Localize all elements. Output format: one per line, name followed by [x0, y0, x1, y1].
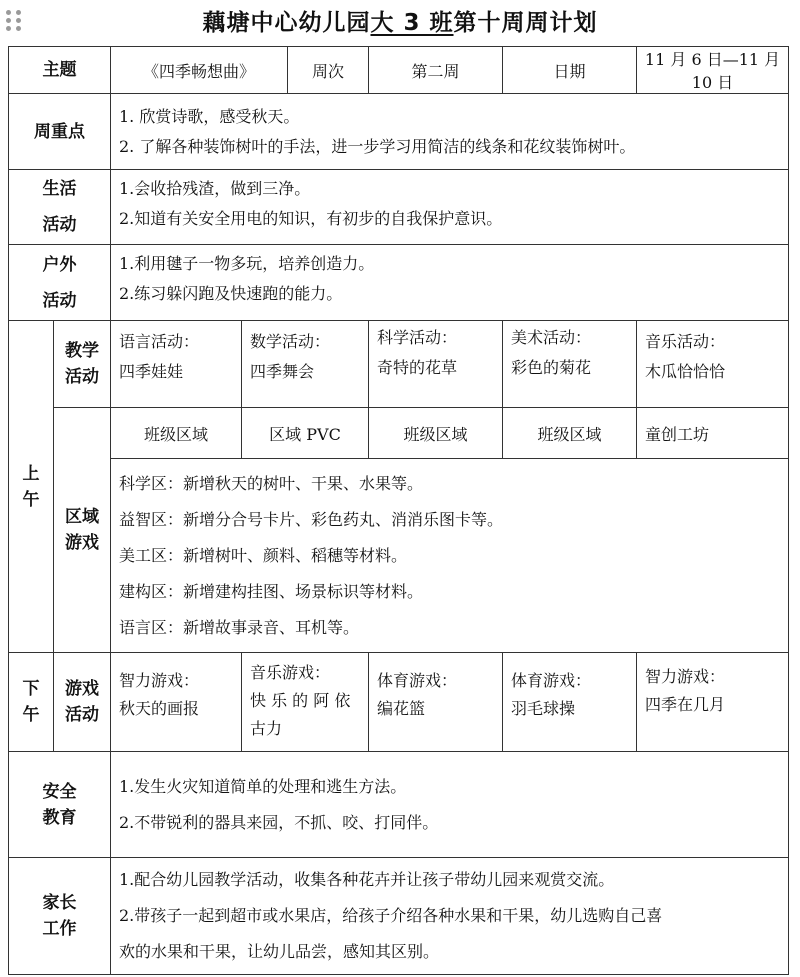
game-cell: 智力游戏： 四季在几月 — [637, 653, 789, 752]
zone-cell: 童创工坊 — [637, 408, 789, 459]
date-value: 11 月 6 日—11 月 10 日 — [637, 47, 789, 94]
list-item: 科学区：新增秋天的树叶、干果、水果等。 — [119, 473, 424, 493]
outdoor-label: 户外 活动 — [9, 245, 111, 321]
header-row — [9, 47, 789, 94]
parents-label: 家长 工作 — [9, 858, 111, 975]
list-item: 美工区：新增树叶、颜料、稻穗等材料。 — [119, 545, 408, 565]
list-item: 1.配合幼儿园教学活动，收集各种花卉并让孩子带幼儿园来观赏交流。 — [119, 870, 615, 889]
theme-value: 《四季畅想曲》 — [111, 47, 288, 94]
list-item: 2.知道有关安全用电的知识，有初步的自我保护意识。 — [119, 209, 503, 228]
week-value: 第二周 — [369, 47, 503, 94]
teaching-cell: 数学活动： 四季舞会 — [242, 321, 369, 408]
teaching-cell: 美术活动： 彩色的菊花 — [503, 321, 637, 408]
zone-cell: 班级区域 — [369, 408, 503, 459]
list-item: 语言区：新增故事录音、耳机等。 — [119, 617, 360, 637]
zone-cell: 班级区域 — [111, 408, 242, 459]
life-list — [111, 170, 789, 245]
list-item: 1.会收拾残渣，做到三净。 — [119, 179, 311, 198]
area-row — [9, 459, 789, 653]
focus-label: 周重点 — [9, 94, 111, 170]
safety-row — [9, 752, 789, 858]
page-title: 藕塘中心幼儿园大 3 班第十周周计划 — [202, 10, 598, 36]
teaching-cell: 科学活动： 奇特的花草 — [369, 321, 503, 408]
teaching-row — [9, 321, 789, 408]
weekly-plan-table — [8, 46, 789, 975]
zone-cell: 区域 PVC — [242, 408, 369, 459]
list-item: 建构区：新增建构挂图、场景标识等材料。 — [119, 581, 424, 601]
list-item: 2. 了解各种装饰树叶的手法，进一步学习用简洁的线条和花纹装饰树叶。 — [119, 136, 636, 156]
teaching-cell: 音乐活动： 木瓜恰恰恰 — [637, 321, 789, 408]
afternoon-label: 下 午 — [9, 653, 54, 752]
teaching-cell: 语言活动： 四季娃娃 — [111, 321, 242, 408]
parents-list — [111, 858, 789, 975]
game-cell: 体育游戏： 羽毛球操 — [503, 653, 637, 752]
games-label: 游戏 活动 — [54, 653, 111, 752]
area-label: 区域 游戏 — [54, 408, 111, 653]
safety-list — [111, 752, 789, 858]
game-cell: 音乐游戏： 快 乐 的 阿 依 古力 — [242, 653, 369, 752]
parents-row — [9, 858, 789, 975]
games-row — [9, 653, 789, 752]
teaching-label: 教学 活动 — [54, 321, 111, 408]
focus-row — [9, 94, 789, 170]
life-row — [9, 170, 789, 245]
outdoor-row — [9, 245, 789, 321]
date-label: 日期 — [503, 47, 637, 94]
morning-label: 上 午 — [9, 321, 54, 653]
life-label: 生活 活动 — [9, 170, 111, 245]
game-cell: 智力游戏： 秋天的画报 — [111, 653, 242, 752]
list-item: 益智区：新增分合号卡片、彩色药丸、消消乐图卡等。 — [119, 509, 504, 529]
theme-label: 主题 — [9, 47, 111, 94]
list-item: 1. 欣赏诗歌，感受秋天。 — [119, 106, 300, 126]
area-list — [111, 459, 789, 653]
game-cell: 体育游戏： 编花篮 — [369, 653, 503, 752]
zone-row — [9, 408, 789, 459]
zone-cell: 班级区域 — [503, 408, 637, 459]
focus-list — [111, 94, 789, 170]
list-item: 欢的水果和干果，让幼儿品尝，感知其区别。 — [119, 942, 440, 961]
week-label: 周次 — [288, 47, 369, 94]
list-item: 1.利用毽子一物多玩，培养创造力。 — [119, 254, 375, 273]
list-item: 2.不带锐利的器具来园，不抓、咬、打同伴。 — [119, 812, 439, 832]
list-item: 2.带孩子一起到超市或水果店，给孩子介绍各种水果和干果，幼儿选购自己喜 — [119, 906, 663, 925]
outdoor-list — [111, 245, 789, 321]
list-item: 2.练习躲闪跑及快速跑的能力。 — [119, 284, 343, 303]
list-item: 1.发生火灾知道简单的处理和逃生方法。 — [119, 776, 407, 796]
safety-label: 安全 教育 — [9, 752, 111, 858]
